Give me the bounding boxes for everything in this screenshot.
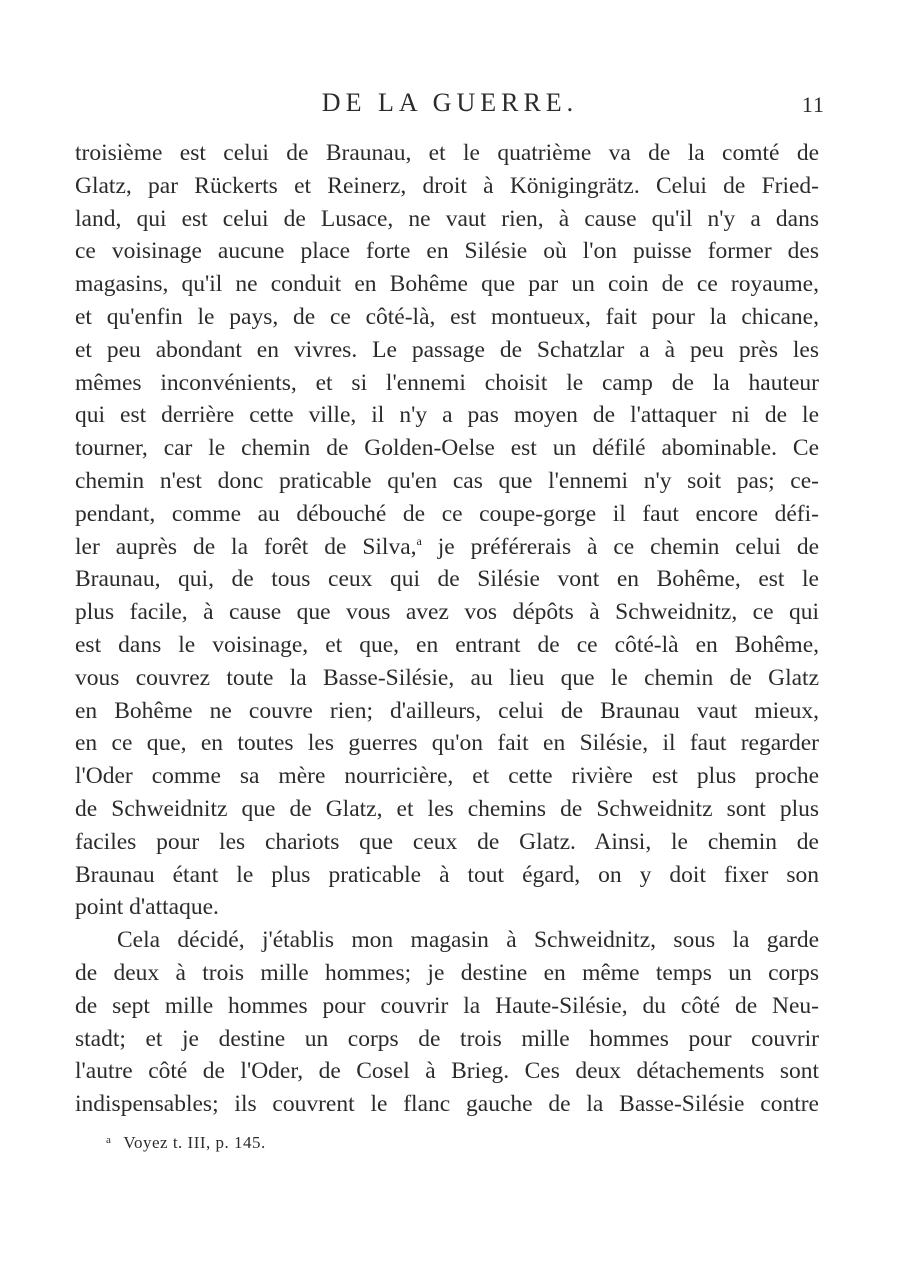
text-line: Glatz, par Rückerts et Reinerz, droit à Königingrätz. Celui de Fried-	[75, 172, 819, 199]
text-line: l'autre côté de l'Oder, de Cosel à Brieg. Ces deux détachements sont	[75, 1058, 819, 1085]
text-line: l'Oder comme sa mère nourricière, et cette rivière est plus proche	[75, 763, 819, 790]
body-text	[75, 137, 819, 1121]
text-line: et peu abondant en vivres. Le passage de Schatzlar a à peu près les	[75, 336, 819, 363]
text-segment: je préférerais à ce chemin celui de	[421, 533, 819, 560]
text-line: indispensables; ils couvrent le flanc gauche de la Basse-Silésie contre	[75, 1091, 819, 1118]
footnote-marker: a	[106, 1134, 112, 1146]
page-number: 11	[801, 92, 825, 117]
text-line: point d'attaque.	[75, 894, 219, 921]
text-line-with-footnote-ref	[75, 531, 819, 564]
text-line: vous couvrez toute la Basse-Silésie, au lieu que le chemin de Glatz	[75, 664, 819, 691]
text-line: faciles pour les chariots que ceux de Glatz. Ainsi, le chemin de	[75, 828, 819, 855]
text-line: de sept mille hommes pour couvrir la Haute-Silésie, du côté de Neu-	[75, 992, 819, 1019]
text-line: de Schweidnitz que de Glatz, et les chemins de Schweidnitz sont plus	[75, 795, 819, 822]
text-line: qui est derrière cette ville, il n'y a pas moyen de l'attaquer ni de le	[75, 402, 819, 429]
text-line: stadt; et je destine un corps de trois mille hommes pour couvrir	[75, 1025, 819, 1052]
text-line: troisième est celui de Braunau, et le quatrième va de la comté de	[75, 140, 819, 166]
text-line: est dans le voisinage, et que, en entrant de ce côté-là en Bohême,	[75, 631, 819, 658]
text-line: en Bohême ne couvre rien; d'ailleurs, celui de Braunau vaut mieux,	[75, 697, 819, 724]
text-line: mêmes inconvénients, et si l'ennemi choisit le camp de la hauteur	[75, 369, 819, 396]
text-line: Braunau, qui, de tous ceux qui de Silésie vont en Bohême, est le	[75, 566, 819, 593]
text-line: ce voisinage aucune place forte en Silésie où l'on puisse former des	[75, 238, 819, 265]
text-line: Cela décidé, j'établis mon magasin à Schweidnitz, sous la garde	[117, 927, 819, 954]
text-line: de deux à trois mille hommes; je destine en même temps un corps	[75, 959, 819, 986]
text-line: et qu'enfin le pays, de ce côté-là, est montueux, fait pour la chicane,	[75, 303, 819, 330]
footnote-text: Voyez t. III, p. 145.	[123, 1133, 266, 1152]
text-line: land, qui est celui de Lusace, ne vaut rien, à cause qu'il n'y a dans	[75, 205, 819, 232]
footnote	[106, 1133, 266, 1153]
running-head	[0, 88, 900, 124]
text-segment: ler auprès de la forêt de Silva,	[75, 533, 417, 560]
text-line: plus facile, à cause que vous avez vos dépôts à Schweidnitz, ce qui	[75, 599, 819, 626]
text-line: Braunau étant le plus praticable à tout égard, on y doit fixer son	[75, 861, 819, 888]
running-title: DE LA GUERRE.	[321, 88, 579, 117]
text-line: en ce que, en toutes les guerres qu'on fait en Silésie, il faut regarder	[75, 730, 819, 757]
footnote-reference[interactable]: a	[416, 533, 422, 548]
text-line: chemin n'est donc praticable qu'en cas que l'ennemi n'y soit pas; ce-	[75, 467, 819, 494]
text-line: pendant, comme au débouché de ce coupe-gorge il faut encore défi-	[75, 500, 819, 527]
text-line: tourner, car le chemin de Golden-Oelse est un défilé abominable. Ce	[75, 435, 819, 462]
text-line: magasins, qu'il ne conduit en Bohême que par un coin de ce royaume,	[75, 271, 819, 298]
